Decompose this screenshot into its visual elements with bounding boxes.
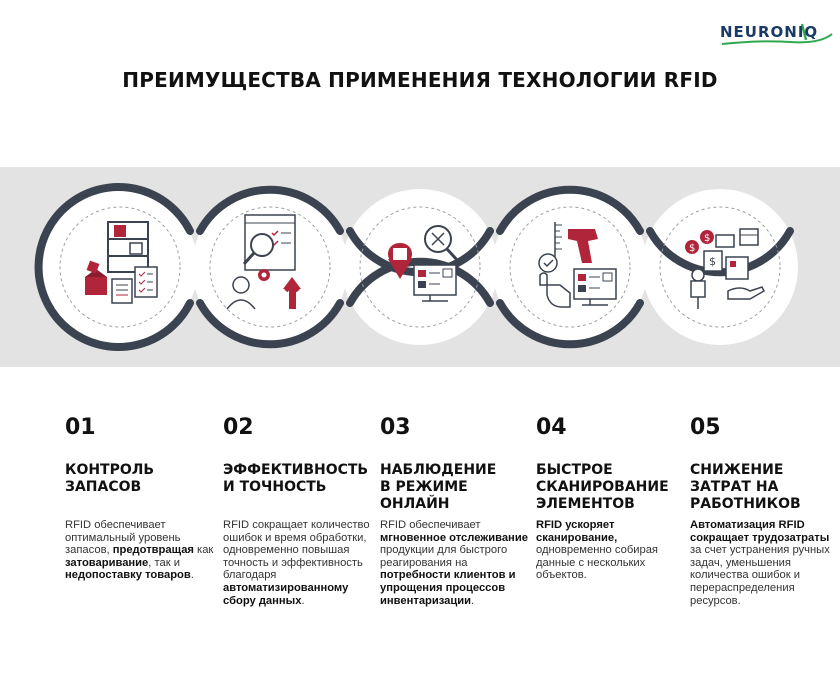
benefit-column-1 bbox=[65, 412, 215, 582]
description-text: RFID обеспечивает bbox=[380, 519, 481, 531]
brand-logo bbox=[720, 20, 836, 48]
description-emphasis: RFID ускоряет сканирование, bbox=[536, 519, 618, 544]
benefit-column-5 bbox=[690, 412, 840, 607]
description-text: . bbox=[190, 569, 194, 582]
benefit-number: 05 bbox=[690, 415, 721, 440]
description-emphasis: затоваривание bbox=[65, 556, 149, 569]
description-text: одновременно собирая данные с нескольких объектов. bbox=[536, 544, 658, 582]
svg-text:$: $ bbox=[704, 233, 711, 244]
description-emphasis: Автоматизация RFID сокращает трудозатраты bbox=[690, 519, 830, 544]
benefit-description bbox=[536, 519, 666, 582]
description-text: за счет устранения ручных задач, уменьшения количества ошибок и перераспределения ресурсов. bbox=[690, 544, 830, 607]
benefit-description bbox=[380, 519, 532, 607]
benefit-column-4 bbox=[536, 412, 686, 582]
benefit-heading: БЫСТРОЕ СКАНИРОВАНИЕ ЭЛЕМЕНТОВ bbox=[536, 462, 669, 512]
page-title: ПРЕИМУЩЕСТВА ПРИМЕНЕНИЯ ТЕХНОЛОГИИ RFID bbox=[122, 68, 718, 92]
benefit-number: 01 bbox=[65, 415, 96, 440]
svg-text:$: $ bbox=[689, 243, 696, 254]
benefit-heading: ЭФФЕКТИВНОСТЬ И ТОЧНОСТЬ bbox=[223, 462, 369, 495]
benefit-heading: КОНТРОЛЬ ЗАПАСОВ bbox=[65, 462, 155, 495]
description-emphasis: мгновенное отслеживание bbox=[380, 531, 528, 544]
description-text: продукции для быстрого реагирования на bbox=[380, 544, 508, 569]
benefit-number: 02 bbox=[223, 415, 254, 440]
benefit-heading: НАБЛЮДЕНИЕ В РЕЖИМЕ ОНЛАЙН bbox=[380, 462, 497, 512]
description-emphasis: потребности клиентов и упрощения процессов инвентаризации bbox=[380, 569, 516, 607]
benefit-number: 04 bbox=[536, 415, 567, 440]
benefit-number: 03 bbox=[380, 415, 411, 440]
benefit-description bbox=[65, 519, 221, 582]
brand-logo-text: NEURONIQ bbox=[720, 23, 819, 41]
description-text: RFID обеспечивает оптимальный уровень запасов, bbox=[65, 519, 181, 557]
description-text: . bbox=[301, 594, 305, 607]
description-text: , так и bbox=[148, 556, 180, 569]
description-emphasis: недопоставку товаров bbox=[65, 569, 191, 582]
benefit-column-2 bbox=[223, 412, 373, 607]
description-text: как bbox=[193, 544, 214, 557]
benefit-circles bbox=[0, 167, 840, 367]
benefit-heading: СНИЖЕНИЕ ЗАТРАТ НА РАБОТНИКОВ bbox=[690, 462, 801, 512]
description-emphasis: предотвращая bbox=[112, 544, 194, 557]
benefit-description bbox=[690, 519, 838, 607]
description-text: RFID сокращает количество ошибок и время обработки, одновременно повышая точность и эффективность благодаря bbox=[223, 519, 370, 582]
benefit-description bbox=[223, 519, 373, 607]
benefit-column-3 bbox=[380, 412, 530, 607]
description-emphasis: автоматизированному сбору данных bbox=[223, 581, 349, 607]
svg-text:$: $ bbox=[709, 255, 716, 268]
description-text: . bbox=[471, 594, 475, 607]
